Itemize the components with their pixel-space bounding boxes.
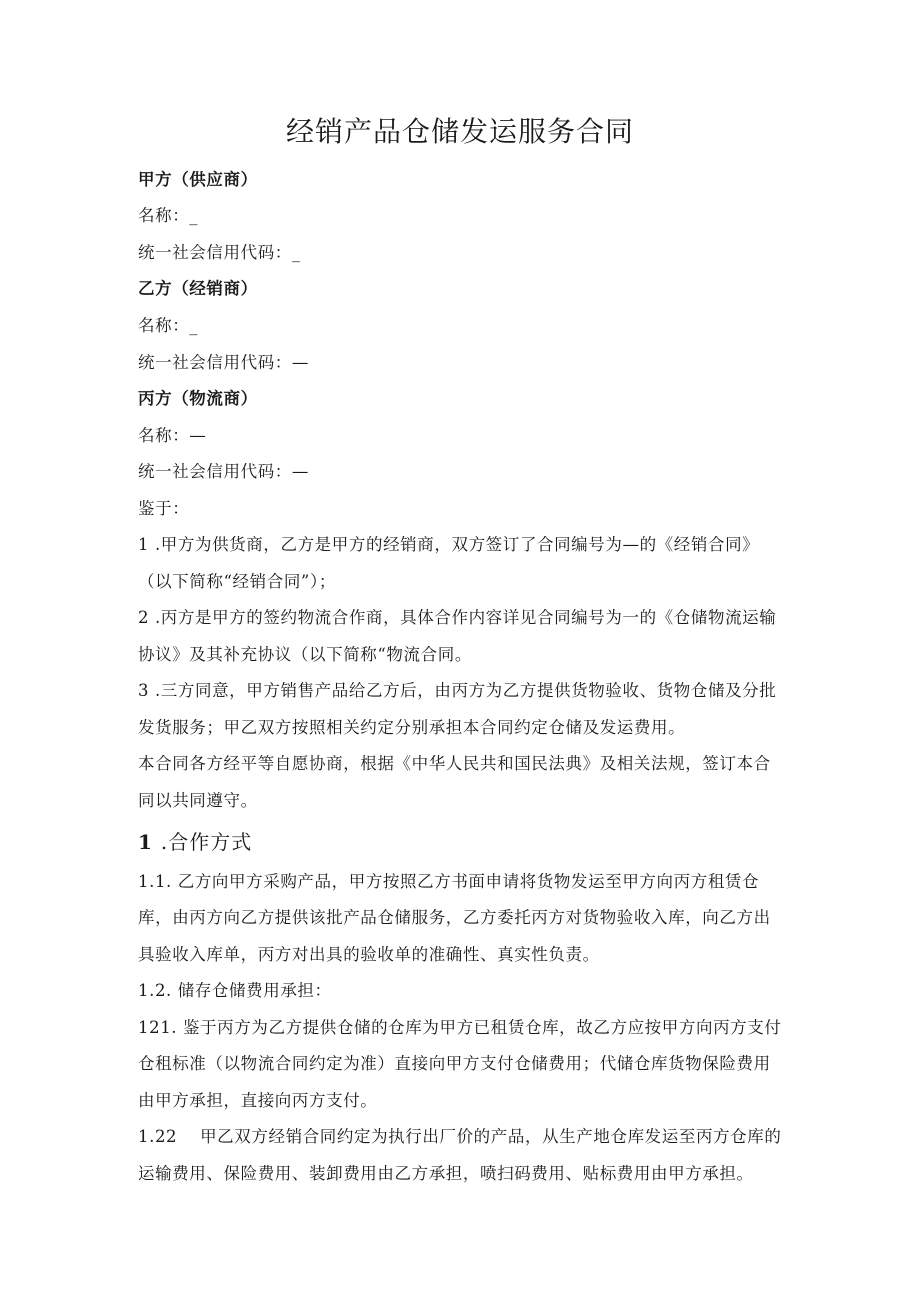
party-b-credit-code: 统一社会信用代码：— (138, 353, 309, 372)
whereas-1-line-1: 1 .甲方为供货商，乙方是甲方的经销商，双方签订了合同编号为—的《经销合同》 (138, 535, 760, 554)
clause-1-2-1-line-3: 由甲方承担，直接向丙方支付。 (138, 1091, 378, 1110)
clause-1-1-line-1: 1.1. 乙方向甲方采购产品，甲方按照乙方书面申请将货物发运至甲方向丙方租赁仓 (138, 872, 760, 891)
clause-1-2-1-line-2: 仓租标准（以物流合同约定为准）直接向甲方支付仓储费用；代储仓库货物保险费用 (138, 1054, 771, 1073)
clause-1-2-2-line-1: 1.22 甲乙双方经销合同约定为执行出厂价的产品，从生产地仓库发运至丙方仓库的 (138, 1127, 782, 1146)
section-1-number: 1 (138, 830, 153, 854)
section-1-heading (138, 826, 252, 855)
party-c-credit-code: 统一社会信用代码：— (138, 462, 309, 481)
party-a-credit-code: 统一社会信用代码：_ (138, 243, 301, 262)
agreement-line-2: 同以共同遵守。 (138, 791, 258, 810)
whereas-3-line-2: 发货服务；甲乙双方按照相关约定分别承担本合同约定仓储及发运费用。 (138, 718, 686, 737)
clause-1-2-2-line-2: 运输费用、保险费用、装卸费用由乙方承担，喷扫码费用、贴标费用由甲方承担。 (138, 1164, 754, 1183)
whereas-1-line-2: （以下简称“经销合同”）； (138, 572, 336, 591)
clause-1-1-line-3: 具验收入库单，丙方对出具的验收单的准确性、真实性负责。 (138, 945, 600, 964)
document-title: 经销产品仓储发运服务合同 (285, 115, 634, 148)
party-c-name: 名称：— (138, 426, 207, 445)
whereas-3-line-1: 3 .三方同意，甲方销售产品给乙方后，由丙方为乙方提供货物验收、货物仓储及分批 (138, 681, 777, 700)
party-a-heading: 甲方（供应商） (138, 170, 258, 189)
clause-1-1-line-2: 库，由丙方向乙方提供该批产品仓储服务，乙方委托丙方对货物验收入库，向乙方出 (138, 908, 771, 927)
whereas-label: 鉴于： (138, 499, 190, 518)
whereas-2-line-2: 协议》及其补充协议（以下简称“物流合同。 (138, 645, 472, 664)
party-b-name: 名称：_ (138, 316, 199, 335)
party-a-name: 名称：_ (138, 206, 199, 225)
clause-1-2-1-line-1: 121. 鉴于丙方为乙方提供仓储的仓库为甲方已租赁仓库，故乙方应按甲方向丙方支付 (138, 1018, 782, 1037)
agreement-line-1: 本合同各方经平等自愿协商，根据《中华人民共和国民法典》及相关法规，签订本合 (138, 754, 771, 773)
party-c-heading: 丙方（物流商） (138, 389, 258, 408)
clause-1-2: 1.2. 储存仓储费用承担： (138, 981, 332, 1000)
whereas-2-line-1: 2 .丙方是甲方的签约物流合作商，具体合作内容详见合同编号为一的《仓储物流运输 (138, 608, 777, 627)
party-b-heading: 乙方（经销商） (138, 279, 258, 298)
section-1-title: .合作方式 (160, 830, 253, 854)
